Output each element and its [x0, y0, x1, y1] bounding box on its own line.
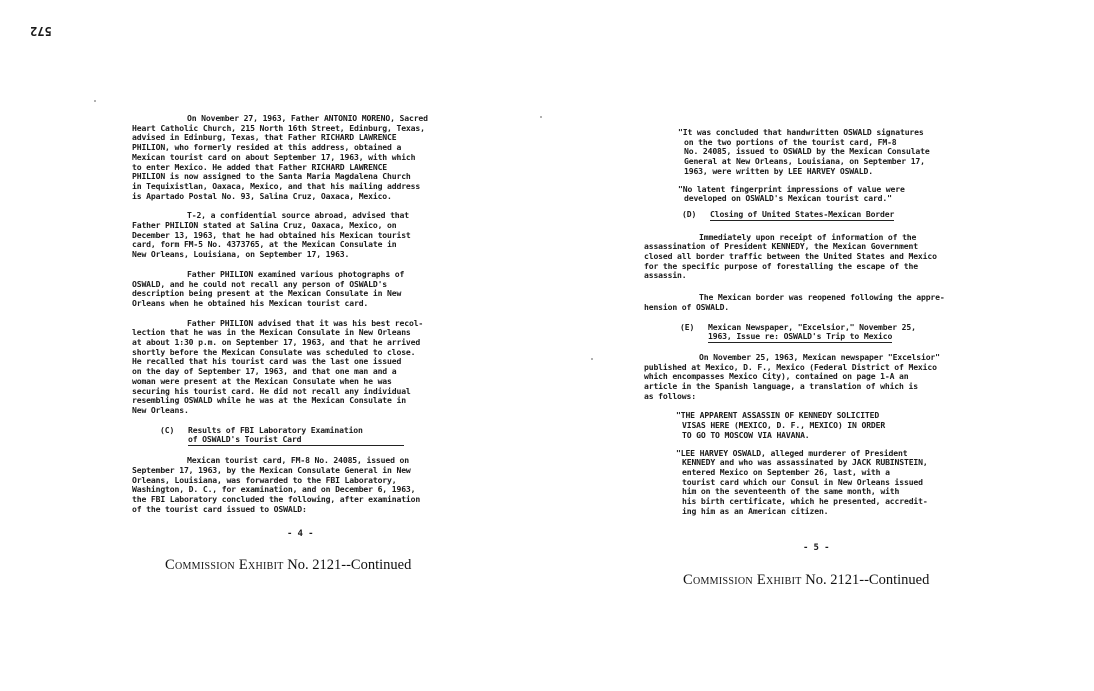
scan-speck [591, 358, 593, 360]
text-line: of the tourist card issued to OSWALD: [132, 503, 307, 514]
text-line: Heart Catholic Church, 215 North 16th Street, Edinburg, Texas, [132, 122, 425, 133]
left-paragraph-1 [132, 114, 492, 201]
right-page [644, 127, 1010, 517]
heading-line: Results of FBI Laboratory Examination [188, 424, 363, 435]
text-line: his birth certificate, which he presented, accredit- [682, 496, 928, 507]
text-line: lection that he was in the Mexican Consulate in New Orleans [132, 327, 411, 338]
text-line: Father PHILION advised that it was his best recol- [187, 317, 424, 328]
text-line: ing him as an American citizen. [682, 505, 829, 516]
text-line: General at New Orleans, Louisiana, on September 17, [684, 156, 925, 167]
text-line: "THE APPARENT ASSASSIN OF KENNEDY SOLICITED [676, 410, 880, 421]
heading-letter: (D) [682, 208, 697, 219]
text-line: entered Mexico on September 26, last, with a [682, 466, 890, 477]
text-line: He recalled that his tourist card was the last one issued [132, 356, 402, 367]
text-line: as follows: [644, 390, 696, 401]
text-line: description being present at the Mexican Consulate in New [132, 288, 402, 299]
left-page-number: - 4 - [287, 529, 314, 539]
caption-suffix: No. 2121--Continued [287, 557, 412, 573]
heading-line: Closing of United States-Mexican Border [710, 208, 895, 219]
text-line: "It was concluded that handwritten OSWALD signatures [678, 127, 924, 137]
side-page-number: 572 [30, 24, 52, 38]
quote-handwriting [650, 128, 1010, 177]
text-line: assassination of President KENNEDY, the Mexican Government [644, 241, 918, 252]
text-line: T-2, a confidential source abroad, advised that [187, 210, 409, 221]
heading-letter: (C) [160, 424, 175, 435]
text-line: shortly before the Mexican Consulate was scheduled to close. [132, 346, 416, 357]
text-line: Orleans, Louisiana, was forwarded to the FBI Laboratory, [132, 474, 397, 485]
heading-text [188, 426, 404, 446]
text-line: "LEE HARVEY OSWALD, alleged murderer of President [676, 447, 908, 458]
text-line: assassin. [644, 270, 687, 281]
text-line: Father PHILION stated at Salina Cruz, Oaxaca, Mexico, on [132, 220, 397, 231]
left-paragraph-3 [132, 270, 492, 309]
caption-prefix: Commission Exhibit [683, 572, 802, 588]
text-line: hension of OSWALD. [644, 301, 730, 312]
text-line: Mexican tourist card on about September 17, 1963, with which [132, 151, 416, 162]
right-paragraph-d2 [644, 293, 1010, 312]
text-line: is Apartado Postal No. 93, Salina Cruz, Oaxaca, Mexico. [132, 190, 392, 201]
text-line: Orleans when he obtained his Mexican tourist card. [132, 297, 369, 308]
text-line: No. 24085, issued to OSWALD by the Mexican Consulate [684, 146, 930, 157]
right-paragraph-e1 [644, 353, 1010, 402]
text-line: the FBI Laboratory concluded the following, after examination [132, 493, 421, 504]
scan-speck [94, 100, 96, 102]
text-line: On November 27, 1963, Father ANTONIO MORENO, Sacred [187, 113, 428, 123]
quote-article [650, 449, 1010, 517]
text-line: December 13, 1963, that he had obtained his Mexican tourist [132, 229, 411, 240]
text-line: Immediately upon receipt of information of the [699, 231, 917, 242]
text-line: in Tequixistlan, Oaxaca, Mexico, and that his mailing address [132, 180, 421, 191]
text-line: New Orleans, Louisiana, on September 17, 1963. [132, 249, 350, 260]
right-exhibit-caption [683, 572, 929, 589]
text-line: woman were present at the Mexican Consulate when he was [132, 375, 392, 386]
text-line: PHILION is now assigned to the Santa Maria Magdalena Church [132, 171, 411, 182]
heading-letter: (E) [680, 321, 695, 332]
text-line: September 17, 1963, by the Mexican Consulate General in New [132, 464, 411, 475]
text-line: for the specific purpose of forestalling the escape of the [644, 260, 918, 271]
text-line: to enter Mexico. He added that Father RICHARD LAWRENCE [132, 161, 388, 172]
section-heading-e [650, 323, 1010, 343]
text-line: Mexican tourist card, FM-8 No. 24085, issued on [187, 455, 409, 466]
text-line: securing his tourist card. He did not recall any individual [132, 385, 411, 396]
scan-speck [540, 116, 542, 118]
text-line: at about 1:30 p.m. on September 17, 1963, and that he arrived [132, 337, 421, 348]
text-line: TO GO TO MOSCOW VIA HAVANA. [682, 429, 810, 440]
text-line: on the day of September 17, 1963, and that one man and a [132, 366, 397, 377]
text-line: tourist card which our Consul in New Orleans issued [682, 476, 923, 487]
heading-text [708, 323, 916, 343]
text-line: New Orleans. [132, 404, 189, 415]
text-line: advised in Edinburg, Texas, that Father RICHARD LAWRENCE [132, 132, 397, 143]
section-heading-d [650, 210, 1010, 221]
text-line: 1963, were written by LEE HARVEY OSWALD. [684, 165, 873, 176]
text-line: Father PHILION examined various photographs of [187, 268, 405, 279]
quote-fingerprint [650, 185, 1010, 204]
text-line: closed all border traffic between the United States and Mexico [644, 251, 937, 262]
heading-line: 1963, Issue re: OSWALD's Trip to Mexico [708, 331, 893, 342]
text-line: card, form FM-5 No. 4373765, at the Mexican Consulate in [132, 239, 397, 250]
left-page [132, 114, 492, 514]
left-paragraph-4 [132, 319, 492, 416]
left-paragraph-5 [132, 456, 492, 514]
quote-headline [650, 411, 1010, 440]
text-line: published at Mexico, D. F., Mexico (Federal District of Mexico [644, 361, 937, 372]
text-line: him on the seventeenth of the same month, with [682, 486, 900, 497]
text-line: VISAS HERE (MEXICO, D. F., MEXICO) IN ORDER [682, 420, 886, 431]
left-paragraph-2 [132, 211, 492, 260]
text-line: On November 25, 1963, Mexican newspaper "Excelsior" [699, 351, 940, 362]
section-heading-c [132, 426, 492, 446]
text-line: resembling OSWALD while he was at the Mexican Consulate in [132, 395, 406, 406]
text-line: KENNEDY and who was assassinated by JACK RUBINSTEIN, [682, 457, 928, 468]
right-paragraph-d1 [644, 233, 1010, 282]
text-line: article in the Spanish language, a translation of which is [644, 381, 918, 392]
text-line: on the two portions of the tourist card, FM-8 [684, 136, 897, 147]
text-line: OSWALD, and he could not recall any person of OSWALD's [132, 278, 388, 289]
text-line: which encompasses Mexico City), contained on page 1-A an [644, 371, 909, 382]
caption-suffix: No. 2121--Continued [805, 572, 930, 588]
text-line: developed on OSWALD's Mexican tourist card." [684, 193, 892, 204]
heading-line: Mexican Newspaper, "Excelsior," November 25, [708, 321, 916, 332]
text-line: PHILION, who formerly resided at this address, obtained a [132, 142, 402, 153]
right-page-number: - 5 - [803, 543, 830, 553]
text-line: "No latent fingerprint impressions of value were [678, 183, 905, 194]
heading-line: of OSWALD's Tourist Card [188, 435, 404, 446]
left-exhibit-caption [165, 557, 411, 574]
text-line: Washington, D. C., for examination, and on December 6, 1963, [132, 484, 416, 495]
text-line: The Mexican border was reopened following the appre- [699, 292, 945, 303]
caption-prefix: Commission Exhibit [165, 557, 284, 573]
